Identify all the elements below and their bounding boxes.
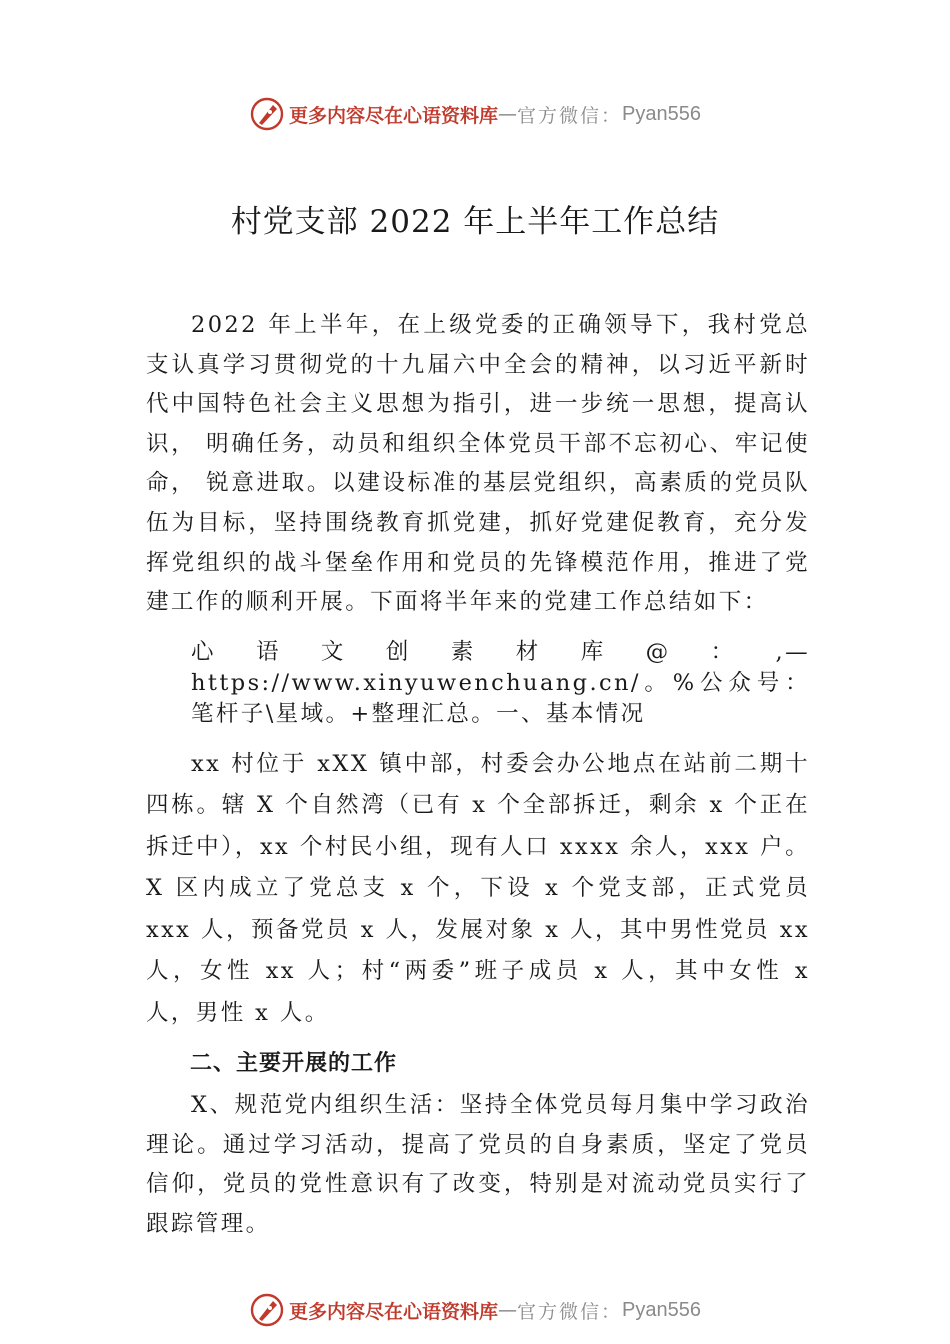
watermark-banner-top <box>0 94 950 134</box>
paragraph-work-item: X、规范党内组织生活：坚持全体党员每月集中学习政治理论。通过学习活动，提高了党员的自身素质，坚定了党员信仰，党员的党性意识有了改变，特别是对流动党员实行了跟踪管理。 <box>146 1092 810 1237</box>
paragraph-intro: 2022 年上半年，在上级党委的正确领导下，我村党总支认真学习贯彻党的十九届六中全会的精神，以习近平新时代中国特色社会主义思想为指引，进一步统一思想，提高认识， 明确任务，动员和组织全体党员干部不忘初心、牢记使命， 锐意进取。以建设标准的基层党组织，高素质的党员队伍为目标，坚持围绕教育抓党建，抓好党建促教育，充分发挥党组织的战斗堡垒作用和党员的先锋模范作用，推进了党建工作的顺利开展。下面将半年来的党建工作总结如下： <box>146 312 810 616</box>
watermark-label: 官方微信： <box>517 1300 623 1323</box>
watermark-wechat-id: Pyan556 <box>622 102 701 125</box>
section-heading: 二、主要开展的工作 <box>190 1051 398 1077</box>
watermark-wechat-id: Pyan556 <box>622 1298 701 1321</box>
paragraph-source-note: 心语文创素材库@：,—https://www.xinyuwenchuang.cn/。%公众号：笔杆子\星域。+整理汇总。一、基本情况 <box>191 638 810 727</box>
watermark-separator: — <box>498 1299 518 1321</box>
document-body <box>146 306 810 1244</box>
pen-nib-logo-icon <box>249 1292 285 1328</box>
paragraph-basic-situation: xx 村位于 xXX 镇中部，村委会办公地点在站前二期十四栋。辖 X 个自然湾（已有 x 个全部拆迁，剩余 x 个正在拆迁中），xx 个村民小组，现有人口 xxxx 余人，xxx 户。X 区内成立了党总支 x 个，下设 x 个党支部，正式党员 xxx 人，预备党员 x 人，发展对象 x 人，其中男性党员 xx 人，女性 xx 人；村“两委”班子成员 x 人，其中女性 x 人，男性 x 人。 <box>146 750 810 1026</box>
watermark-banner-bottom <box>0 1290 950 1330</box>
watermark-site-name: 更多内容尽在心语资料库 <box>289 1300 499 1323</box>
document-title: 村党支部 2022 年上半年工作总结 <box>230 204 720 240</box>
watermark-separator: — <box>498 103 518 125</box>
watermark-site-name: 更多内容尽在心语资料库 <box>289 104 499 127</box>
watermark-label: 官方微信： <box>517 104 623 127</box>
pen-nib-logo-icon <box>249 96 285 132</box>
